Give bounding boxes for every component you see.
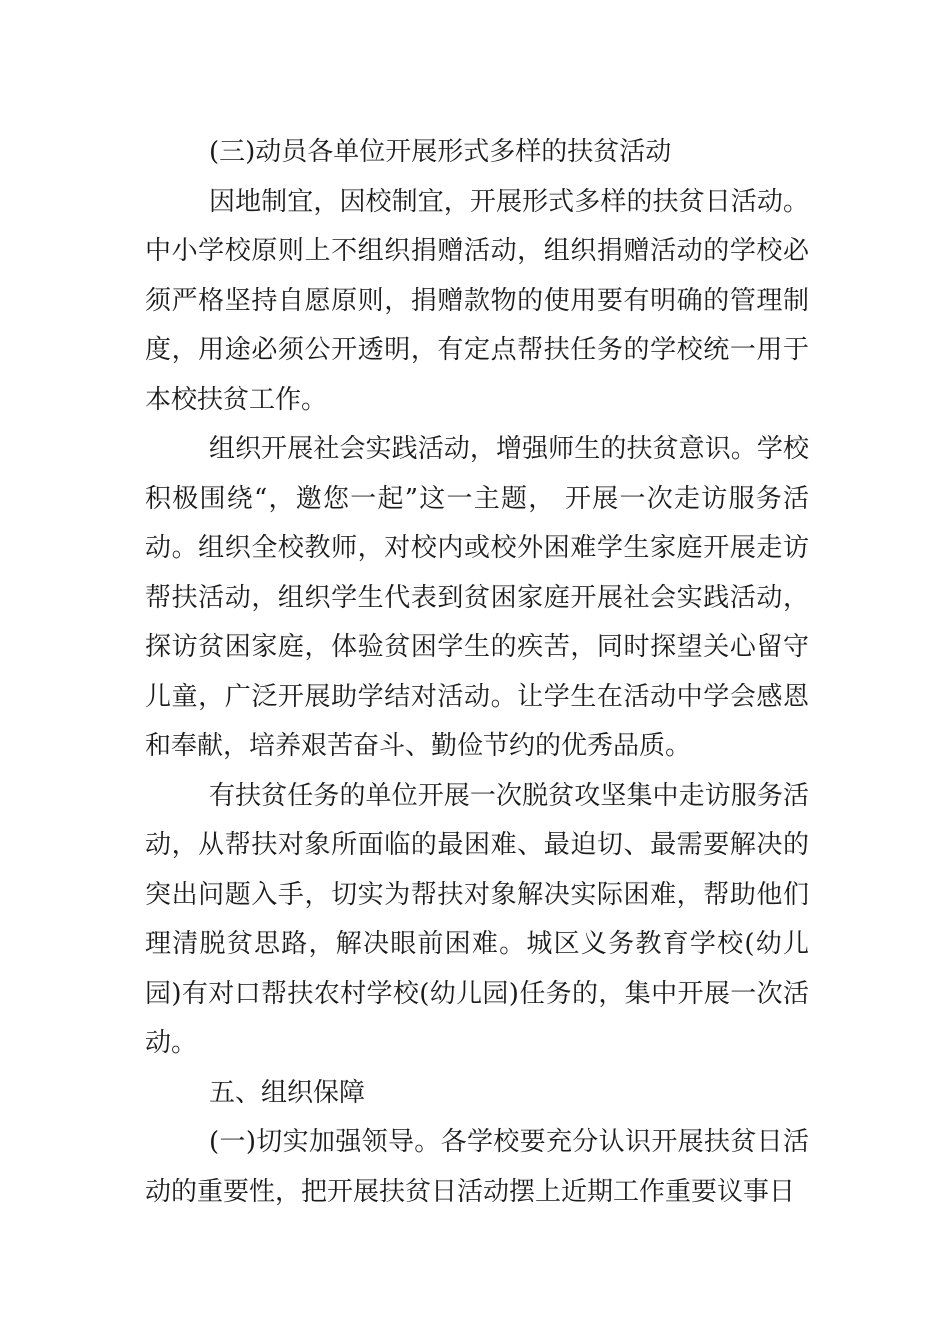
paragraph-poverty-units: 有扶贫任务的单位开展一次脱贫攻坚集中走访服务活动，从帮扶对象所面临的最困难、最迫切、最需要解决的突出问题入手，切实为帮扶对象解决实际困难，帮助他们理清脱贫思路，解决眼前困难。城区义务教育学校(幼儿园)有对口帮扶农村学校(幼儿园)任务的，集中开展一次活动。 bbox=[145, 780, 809, 1058]
document-body bbox=[145, 128, 809, 1217]
paragraph-leadership: (一)切实加强领导。各学校要充分认识开展扶贫日活动的重要性，把开展扶贫日活动摆上近期工作重要议事日 bbox=[145, 1127, 809, 1207]
section-heading-mobilize-units: (三)动员各单位开展形式多样的扶贫活动 bbox=[209, 137, 672, 167]
section-heading-organization: 五、组织保障 bbox=[209, 1077, 366, 1108]
paragraph-social-practice: 组织开展社会实践活动，增强师生的扶贫意识。学校积极围绕“，邀您一起”这一主题， 开展一次走访服务活动。组织全校教师，对校内或校外困难学生家庭开展走访帮扶活动，组织学生代表到贫困家庭开展社会实践活动，探访贫困家庭，体验贫困学生的疾苦，同时探望关心留守儿童，广泛开展助学结对活动。让学生在活动中学会感恩和奉献，培养艰苦奋斗、勤俭节约的优秀品质。 bbox=[145, 434, 809, 761]
paragraph-local-activities: 因地制宜，因校制宜，开展形式多样的扶贫日活动。中小学校原则上不组织捐赠活动，组织捐赠活动的学校必须严格坚持自愿原则，捐赠款物的使用要有明确的管理制度，用途必须公开透明，有定点帮扶任务的学校统一用于本校扶贫工作。 bbox=[145, 186, 809, 415]
